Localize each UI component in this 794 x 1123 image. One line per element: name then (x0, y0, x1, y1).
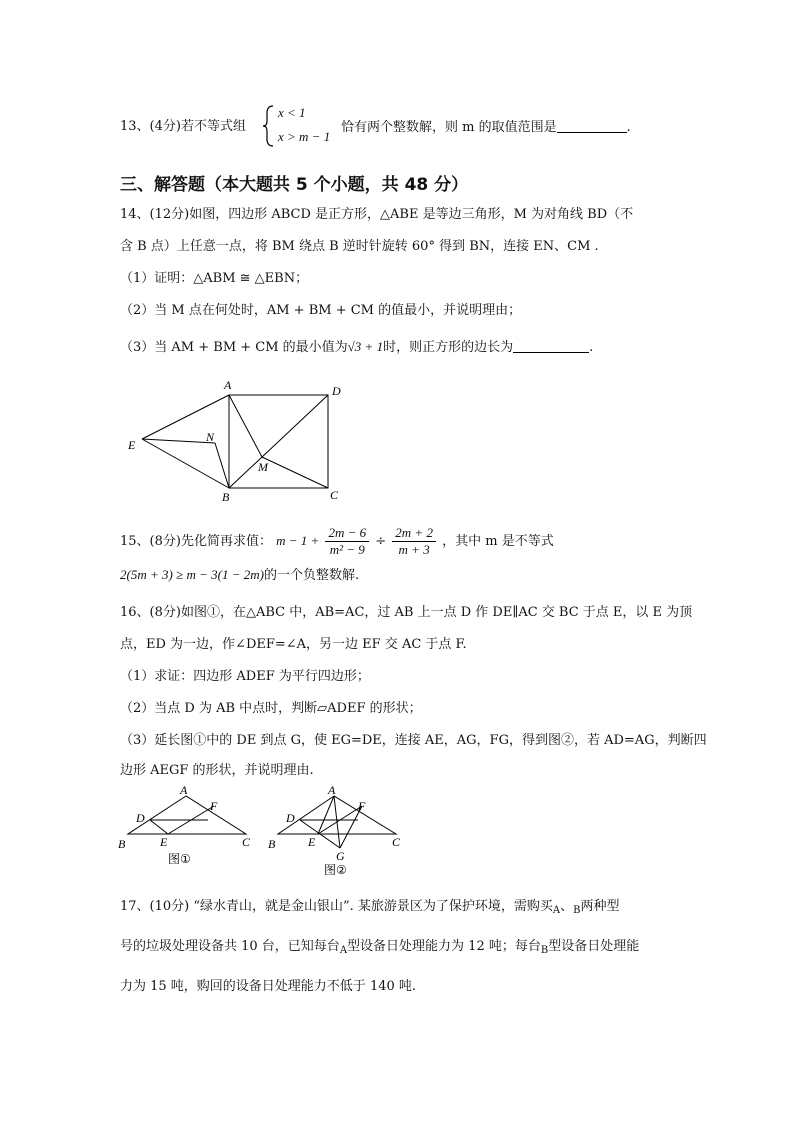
q15-inequality: 2(5m + 3) ≥ m − 3(1 − 2m) (120, 567, 264, 582)
q17-line1 (120, 898, 620, 920)
q15-line1 (120, 522, 554, 560)
diagonal-bd (229, 395, 328, 488)
fig1-label-c: C (242, 835, 251, 849)
fig1-caption: 图① (168, 852, 191, 866)
q14-part1: （1）证明：△ABM ≅ △EBN； (120, 271, 309, 286)
q14-line2: 含 B 点）上任意一点，将 BM 绕点 B 逆时针旋转 60° 得到 BN，连接 EN、CM . (120, 239, 599, 254)
q15-line2 (120, 566, 359, 585)
label-n: N (206, 430, 215, 444)
segment-am (229, 395, 262, 457)
q16-line1: 16、(8分)如图①，在△ABC 中，AB=AC，过 AB 上一点 D 作 DE∥AC 交 BC 于点 E，以 E 为顶 (120, 605, 693, 620)
q16-part3a: （3）延长图①中的 DE 到点 G，使 EG=DE，连接 AE，AG，FG，得到图②，若 AD=AG，判断四 (120, 733, 707, 748)
label-c: C (330, 488, 339, 502)
q17-line2-pre: 号的垃圾处理设备共 10 台，已知每台 (120, 939, 340, 954)
q14-part3 (120, 338, 593, 357)
fig1-label-d: D (136, 811, 145, 825)
q15-frac1-den: m² − 9 (329, 542, 365, 557)
fig2-label-c: C (392, 835, 401, 849)
segment-en (142, 439, 215, 443)
q13-ineq2: x > m − 1 (278, 129, 331, 144)
q17-sep: 、 (560, 899, 574, 914)
fig2-label-e: E (308, 835, 316, 849)
label-e: E (128, 438, 136, 452)
fig2-label-f: F (358, 799, 366, 813)
q17-line2-post: 型设备日处理能 (548, 939, 640, 954)
q13-ineq1: x < 1 (278, 105, 306, 120)
label-a: A (224, 378, 232, 392)
q15-prefix: 15、(8分)先化简再求值： (120, 534, 272, 549)
q15-suffix: ，其中 m 是不等式 (442, 534, 554, 549)
q15-fraction-2 (392, 525, 436, 558)
q14-part3-post: 时，则正方形的边长为 (383, 340, 514, 355)
q17-line2 (120, 938, 639, 960)
segment-ag (334, 796, 340, 848)
q16-line2: 点，ED 为一边，作∠DEF=∠A，另一边 EF 交 AC 于点 F. (120, 637, 467, 652)
q14-part3-end: . (589, 340, 594, 355)
q16-part2: （2）当点 D 为 AB 中点时，判断▱ADEF 的形状； (120, 701, 422, 716)
fig2-label-g: G (336, 849, 345, 863)
q16-figure-2 (266, 784, 416, 880)
q15-fraction-1 (325, 525, 369, 558)
q17-line2-mid: 型设备日处理能力为 12 吨；每台 (347, 939, 541, 954)
triangle-abc-2 (278, 796, 396, 834)
q13-end: . (626, 120, 631, 135)
fig2-label-d: D (286, 811, 295, 825)
q15-div: ÷ (375, 534, 387, 549)
fig2-label-b: B (268, 837, 276, 851)
q15-line2-suffix: 的一个负整数解. (263, 568, 360, 583)
section-title: 三、解答题（本大题共 5 个小题，共 48 分） (120, 175, 469, 195)
q13-suffix-text: 恰有两个整数解，则 m 的取值范围是 (341, 120, 557, 135)
label-d: D (332, 384, 341, 398)
q16-figure-1 (116, 784, 266, 868)
q13-answer-blank (557, 118, 627, 133)
segment-mc (262, 457, 328, 488)
q17-line1-post: 两种型 (580, 899, 620, 914)
fig1-label-b: B (118, 837, 126, 851)
q14-answer-blank (513, 338, 589, 353)
q17-type-b: B (573, 905, 581, 916)
q15-expr-head: m − 1 + (276, 533, 320, 548)
q17-type-a: A (552, 905, 561, 916)
q13-brace (262, 104, 276, 148)
q15-frac2-num: 2m + 2 (392, 525, 436, 542)
q14-part3-value: √3 + 1 (347, 339, 384, 354)
fig1-label-e: E (160, 835, 168, 849)
q15-frac2-den: m + 3 (398, 542, 430, 557)
segment-ea (142, 395, 229, 439)
q14-figure-square (120, 375, 360, 505)
fig2-caption: 图② (324, 863, 347, 877)
fig1-label-f: F (210, 799, 218, 813)
segment-de (150, 820, 168, 834)
q14-part2: （2）当 M 点在何处时，AM + BM + CM 的值最小，并说明理由； (120, 303, 522, 318)
q14-part3-pre: （3）当 AM + BM + CM 的最小值为 (120, 340, 348, 355)
q15-frac1-num: 2m − 6 (325, 525, 369, 542)
label-b: B (222, 490, 230, 504)
q16-part1: （1）求证：四边形 ADEF 为平行四边形； (120, 669, 370, 684)
fig2-label-a: A (328, 784, 336, 797)
fig1-label-a: A (180, 784, 188, 797)
triangle-abc (128, 796, 246, 834)
q17-line2-type-a: A (339, 945, 348, 956)
q17-line2-type-b: B (540, 945, 549, 956)
q17-line1-pre: 17、(10分) “绿水青山，就是金山银山”. 某旅游景区为了保护环境，需购买 (120, 899, 553, 914)
q13-suffix (341, 118, 631, 137)
q17-line3: 力为 15 吨，购回的设备日处理能力不低于 140 吨. (120, 979, 417, 994)
q14-line1: 14、(12分)如图，四边形 ABCD 是正方形，△ABE 是等边三角形，M 为对角线 BD（不 (120, 207, 634, 222)
q16-part3b: 边形 AEGF 的形状，并说明理由. (120, 763, 314, 778)
label-m: M (258, 460, 268, 474)
q13-prefix: 13、(4分)若不等式组 (120, 119, 246, 134)
